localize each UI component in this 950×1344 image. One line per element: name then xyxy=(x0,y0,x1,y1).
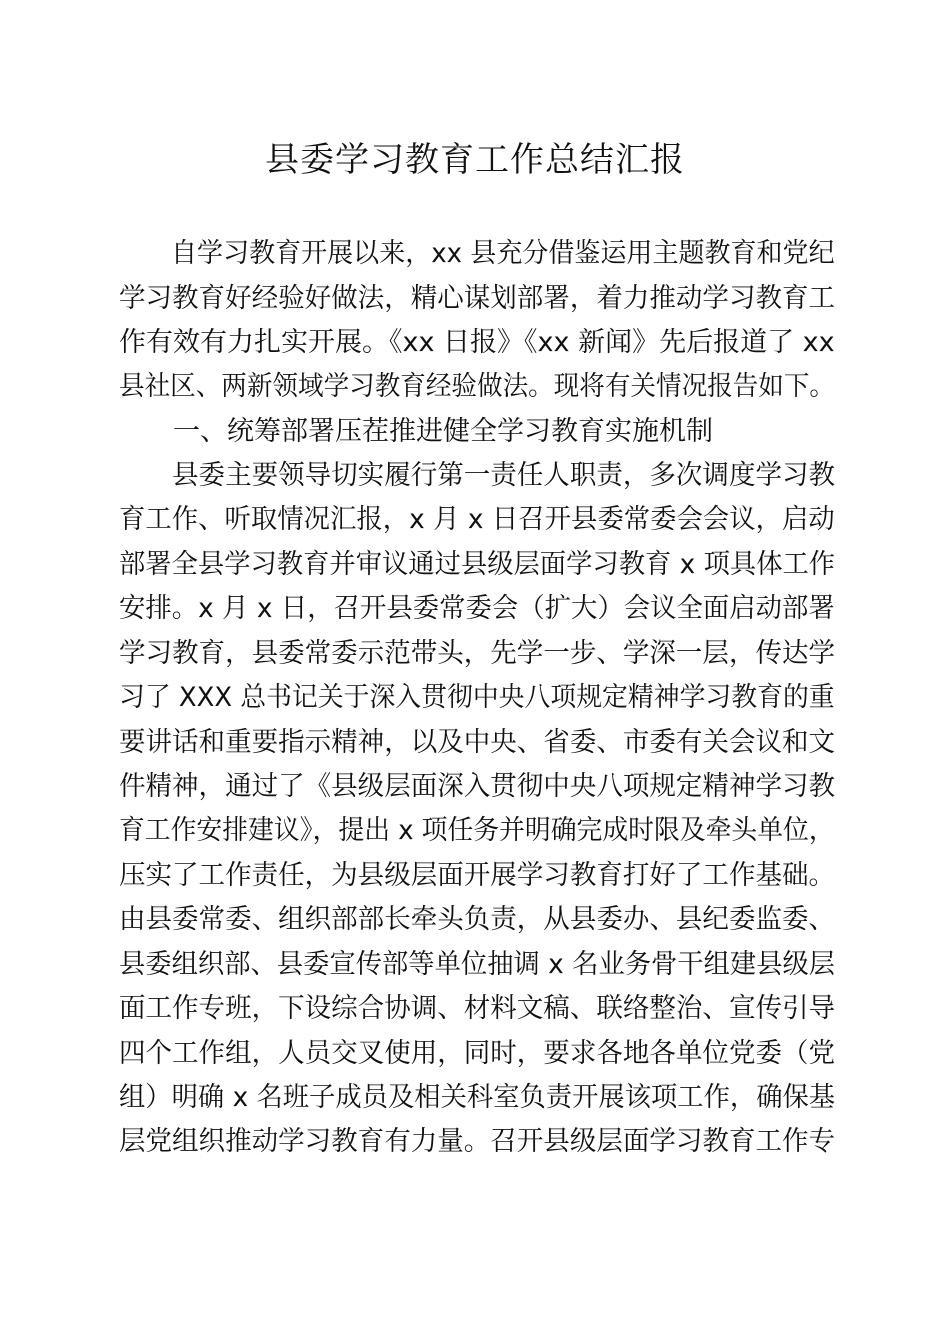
body-line: 安排。x 月 x 日，召开县委常委会（扩大）会议全面启动部署 xyxy=(119,593,835,624)
body-line: 作有效有力扎实开展。《xx 日报》《xx 新闻》先后报道了 xx xyxy=(119,327,835,358)
body-line: 县委组织部、县委宣传部等单位抽调 x 名业务骨干组建县级层 xyxy=(119,949,836,980)
section-heading: 一、统筹部署压茬推进健全学习教育实施机制 xyxy=(119,416,713,447)
body-line: 学习教育好经验好做法，精心谋划部署，着力推动学习教育工 xyxy=(119,283,836,314)
body-line: 组）明确 x 名班子成员及相关科室负责开展该项工作，确保基 xyxy=(119,1082,836,1113)
body-line: 层党组织推动学习教育有力量。召开县级层面学习教育工作专 xyxy=(119,1126,836,1157)
body-line: 育工作安排建议》，提出 x 项任务并明确完成时限及牵头单位， xyxy=(119,815,835,846)
body-line: 育工作、听取情况汇报，x 月 x 日召开县委常委会会议，启动 xyxy=(119,504,835,535)
body-line: 面工作专班，下设综合协调、材料文稿、联络整治、宣传引导 xyxy=(119,993,836,1024)
body-line: 习了 XXX 总书记关于深入贯彻中央八项规定精神学习教育的重 xyxy=(119,682,835,713)
body-line: 县社区、两新领域学习教育经验做法。现将有关情况报告如下。 xyxy=(119,371,836,402)
body-line: 压实了工作责任，为县级层面开展学习教育打好了工作基础。 xyxy=(119,860,836,891)
body-line: 要讲话和重要指示精神，以及中央、省委、市委有关会议和文 xyxy=(119,727,836,758)
document-title: 县委学习教育工作总结汇报 xyxy=(265,140,685,180)
body-line: 自学习教育开展以来，xx 县充分借鉴运用主题教育和党纪 xyxy=(119,238,835,269)
body-line: 学习教育，县委常委示范带头，先学一步、学深一层，传达学 xyxy=(119,638,836,669)
body-line: 四个工作组，人员交叉使用，同时，要求各地各单位党委（党 xyxy=(119,1038,836,1069)
body-line: 件精神，通过了《县级层面深入贯彻中央八项规定精神学习教 xyxy=(119,771,836,802)
body-line: 由县委常委、组织部部长牵头负责，从县委办、县纪委监委、 xyxy=(119,904,836,935)
body-line: 部署全县学习教育并审议通过县级层面学习教育 x 项具体工作 xyxy=(119,549,836,580)
body-line: 县委主要领导切实履行第一责任人职责，多次调度学习教 xyxy=(119,460,836,491)
